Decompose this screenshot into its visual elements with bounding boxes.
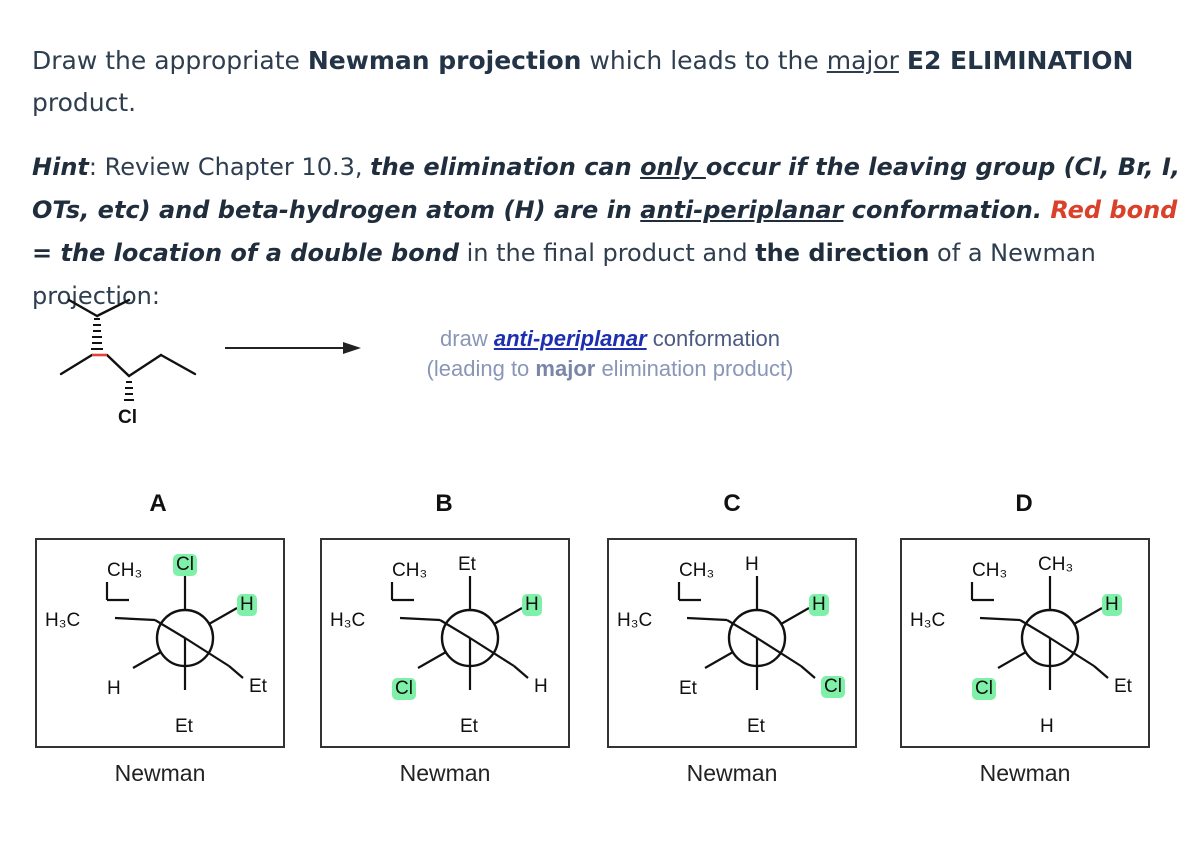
substituent-back-left: H <box>107 678 121 699</box>
front-bond-right-ext <box>229 666 243 678</box>
substituent-front-top: CH₃ <box>392 560 428 581</box>
newman-projection <box>609 540 855 746</box>
option-letter: C <box>723 490 741 517</box>
substituent-front-left: H₃C <box>617 610 653 631</box>
front-bond-left-ext <box>115 618 155 620</box>
substituent-bottom: Et <box>175 716 193 737</box>
option-panel-d[interactable] <box>900 538 1150 748</box>
back-bond-left <box>133 652 161 668</box>
hint-part: conformation. <box>843 196 1051 224</box>
question-part: product. <box>32 88 137 117</box>
substituent-back-right: H <box>1102 594 1122 616</box>
hint-anti-periplanar: anti-periplanar <box>640 196 844 224</box>
back-bond-right <box>1074 608 1102 624</box>
newman-projection <box>37 540 283 746</box>
bond <box>69 300 97 316</box>
front-bond-left-ext <box>980 618 1020 620</box>
back-bond-right <box>494 608 522 624</box>
substituent-front-top: CH₃ <box>679 560 715 581</box>
option-caption: Newman <box>114 760 206 786</box>
substituent-back-right: H <box>237 594 257 616</box>
bond <box>107 355 129 376</box>
substituent-back-left: Et <box>679 678 697 699</box>
front-bond-right-ext <box>514 666 528 678</box>
back-bond-right <box>209 608 237 624</box>
front-bond-left-ext <box>400 618 440 620</box>
newman-projection <box>902 540 1148 746</box>
question-newman-keyword: Newman projection <box>307 46 582 75</box>
option-caption: Newman <box>399 760 491 786</box>
caption-part: draw <box>440 326 494 351</box>
back-bond-left <box>998 652 1026 668</box>
hint-part: = the location of a <box>32 239 291 267</box>
question-text <box>32 40 1172 124</box>
substituent-front-right: Et <box>249 676 267 697</box>
substituent-front-right: Et <box>1114 676 1132 697</box>
hint-part: the elimination can <box>370 153 641 181</box>
option-panel-a[interactable] <box>35 538 285 748</box>
back-bond-left <box>418 652 446 668</box>
substituent-front-top: CH₃ <box>972 560 1008 581</box>
substituent-back-top: Cl <box>173 554 197 576</box>
bond <box>97 300 129 316</box>
substituent-front-left: H₃C <box>330 610 366 631</box>
front-bond-right-ext <box>801 666 815 678</box>
hint-red-bond: Red bond <box>1050 196 1178 224</box>
substituent-back-top: H <box>745 554 759 575</box>
hint-part: of a Newman projection: <box>32 239 1096 310</box>
anti-periplanar-link[interactable]: anti-periplanar <box>493 326 647 351</box>
option-letter: A <box>149 490 167 517</box>
front-bond-left-ext <box>687 618 727 620</box>
hint-direction: the direction <box>755 239 930 267</box>
substituent-front-top: CH₃ <box>107 560 143 581</box>
hint-label: Hint <box>32 153 89 181</box>
option-caption: Newman <box>979 760 1071 786</box>
option-caption: Newman <box>686 760 778 786</box>
hint-only-keyword: only <box>640 153 706 181</box>
substituent-back-top: Et <box>458 554 476 575</box>
option-panel-c[interactable] <box>607 538 857 748</box>
substituent-front-left: H₃C <box>45 610 81 631</box>
caption-part: conformation <box>646 326 780 351</box>
back-bond-right <box>781 608 809 624</box>
bond <box>129 355 161 376</box>
substituent-front-right: H <box>534 676 548 697</box>
reaction-arrow <box>225 338 365 358</box>
option-letter: B <box>435 490 453 517</box>
substituent-front-left: H₃C <box>910 610 946 631</box>
substituent-bottom: H <box>1040 716 1054 737</box>
hashed-wedge <box>91 319 103 349</box>
hint-part: : Review Chapter 10.3, <box>88 153 371 181</box>
question-part: Draw the appropriate <box>32 46 308 75</box>
substituent-back-left: Cl <box>392 678 416 700</box>
leaving-group-label: Cl <box>118 407 137 428</box>
front-bond-right <box>757 638 801 666</box>
skeletal-structure <box>55 290 205 430</box>
substituent-back-top: CH₃ <box>1038 554 1074 575</box>
option-letter: D <box>1015 490 1033 517</box>
substituent-back-right: H <box>522 594 542 616</box>
bond <box>161 355 195 374</box>
substituent-back-right: H <box>809 594 829 616</box>
caption-part: (leading to <box>426 356 536 381</box>
hashed-wedge <box>124 382 134 400</box>
back-bond-left <box>705 652 733 668</box>
front-bond-right <box>1050 638 1094 666</box>
substituent-front-right: Cl <box>821 676 845 698</box>
question-major-keyword: major <box>826 46 899 75</box>
bond <box>61 355 92 374</box>
option-panel-b[interactable] <box>320 538 570 748</box>
hint-part: occur if the leaving group (Cl, Br, I, OTs, etc) and beta-hydrogen atom (H) are in <box>32 153 1181 224</box>
newman-projection <box>322 540 568 746</box>
front-bond-right <box>185 638 229 666</box>
front-bond-right-ext <box>1094 666 1108 678</box>
question-e2-keyword: E2 ELIMINATION <box>906 46 1134 75</box>
hint-double-bond: double bond <box>290 239 459 267</box>
substituent-bottom: Et <box>460 716 478 737</box>
front-bond-right <box>470 638 514 666</box>
hint-part: in the final product and <box>459 239 756 267</box>
instruction-caption <box>380 324 840 384</box>
question-part: which leads to the <box>581 46 827 75</box>
substituent-bottom: Et <box>747 716 765 737</box>
caption-part: elimination product) <box>595 356 794 381</box>
substituent-back-left: Cl <box>972 678 996 700</box>
caption-major: major <box>535 356 596 381</box>
